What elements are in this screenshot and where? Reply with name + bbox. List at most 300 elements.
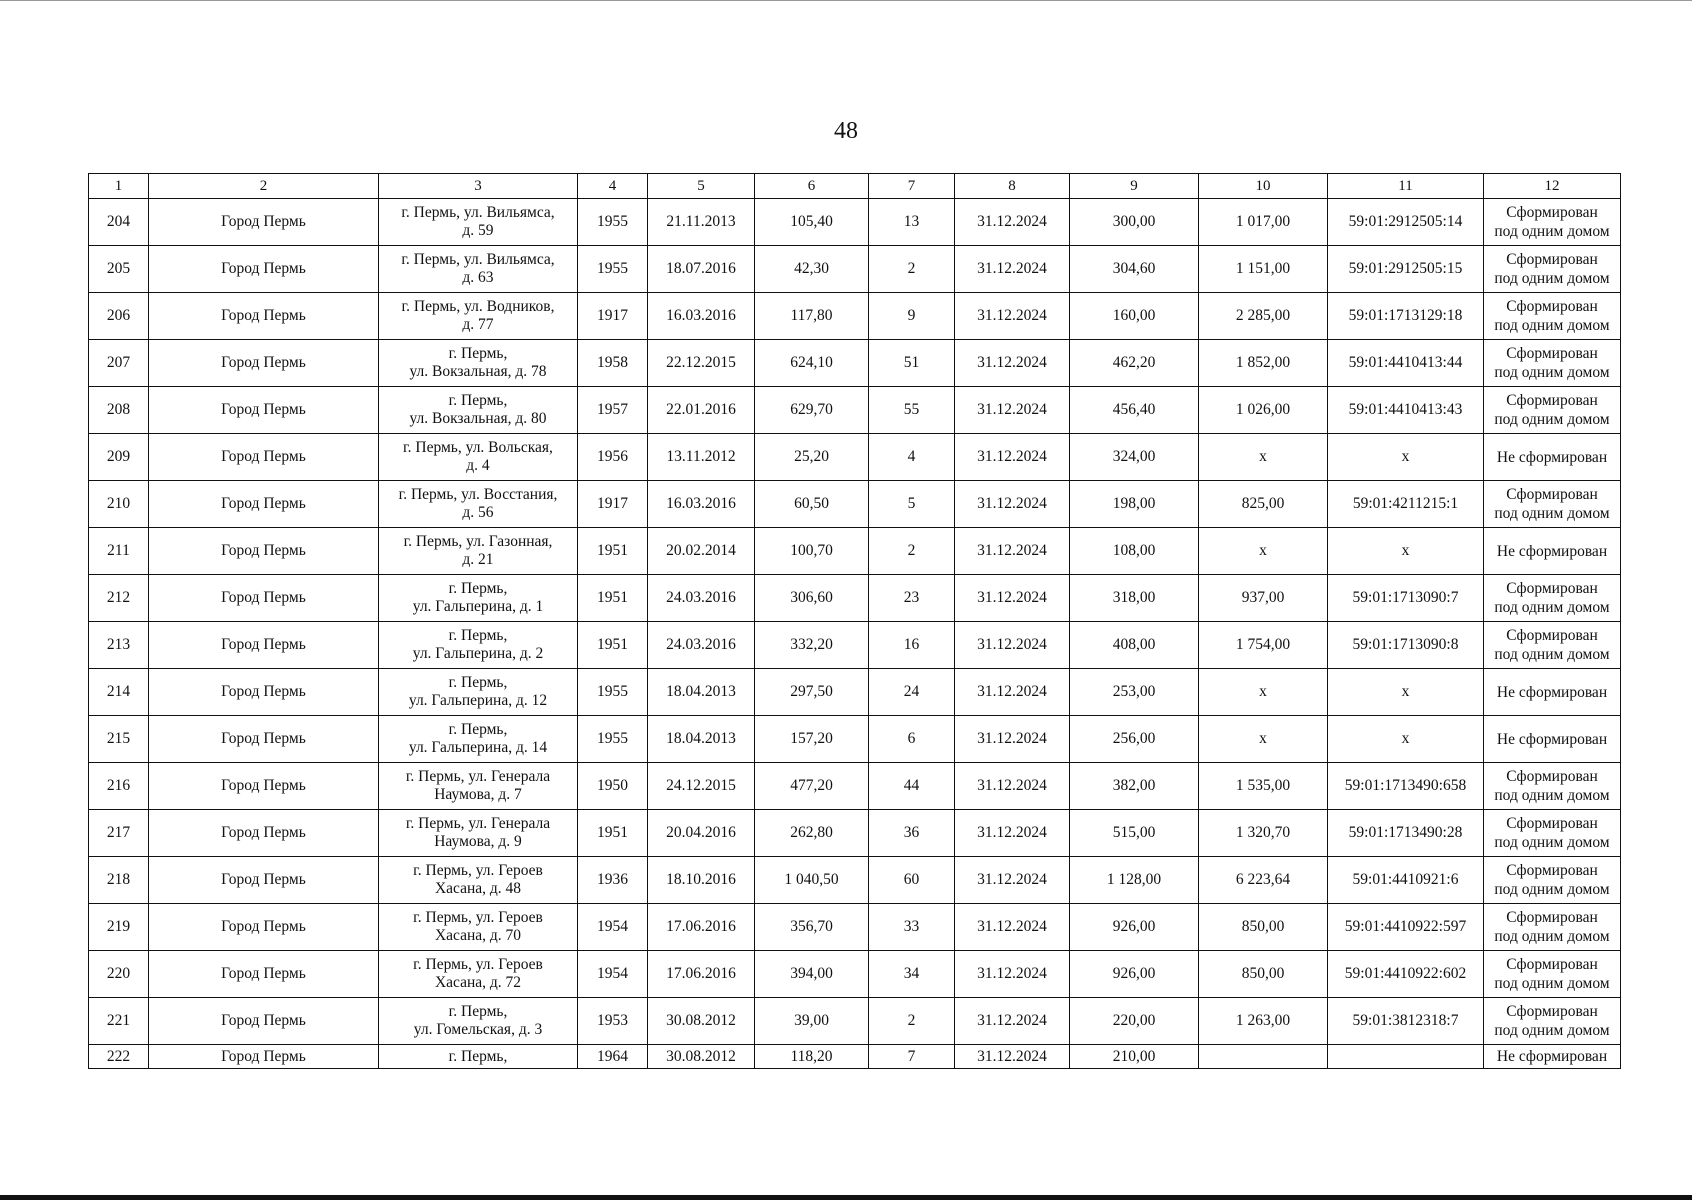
table-row (89, 763, 1621, 810)
residents (869, 246, 955, 293)
municipality (149, 857, 379, 904)
build-year (578, 669, 648, 716)
row-number-text: 215 (106, 730, 131, 747)
col9-value-text: 304,60 (1112, 260, 1156, 277)
residents-text: 23 (903, 589, 920, 606)
col10-value (1199, 716, 1328, 763)
land-status-text: Не сформирован (1496, 448, 1608, 466)
cadastral-number (1328, 763, 1484, 810)
resettlement-deadline-text: 31.12.2024 (977, 307, 1047, 324)
build-year (578, 528, 648, 575)
land-status (1484, 293, 1621, 340)
area-text: 100,70 (790, 542, 833, 559)
column-header: 6 (755, 174, 869, 199)
emergency-date-text: 18.04.2013 (666, 730, 736, 747)
land-status-text: Сформирован (1506, 909, 1598, 926)
cadastral-number-text: 59:01:2912505:14 (1348, 213, 1463, 230)
emergency-date (648, 246, 755, 293)
col9-value-text: 462,20 (1112, 354, 1156, 371)
col9-value (1070, 763, 1199, 810)
land-status (1484, 857, 1621, 904)
area-text: 629,70 (790, 401, 833, 418)
area-text: 394,00 (790, 965, 833, 982)
table-row (89, 481, 1621, 528)
emergency-date-text: 18.07.2016 (666, 260, 736, 277)
emergency-date-text: 18.04.2013 (666, 683, 736, 700)
residents (869, 575, 955, 622)
land-status-text: Не сформирован (1496, 683, 1608, 701)
address-text: г. Пермь, ул. Вольская, (403, 439, 553, 456)
resettlement-deadline-text: 31.12.2024 (977, 448, 1047, 465)
area (755, 669, 869, 716)
area-text: 60,50 (794, 495, 829, 512)
area (755, 528, 869, 575)
area (755, 246, 869, 293)
col10-value-text: 1 017,00 (1235, 213, 1291, 230)
address-text: г. Пермь, ул. Восстания, (398, 486, 558, 503)
row-number (89, 481, 149, 528)
municipality-text: Город Пермь (221, 871, 306, 888)
cadastral-number-text: x (1401, 542, 1410, 559)
address (379, 951, 578, 998)
resettlement-deadline (955, 763, 1070, 810)
cadastral-number (1328, 857, 1484, 904)
build-year (578, 622, 648, 669)
address (379, 434, 578, 481)
residents (869, 293, 955, 340)
emergency-date-text: 24.12.2015 (666, 777, 736, 794)
resettlement-deadline-text: 31.12.2024 (977, 683, 1047, 700)
resettlement-deadline (955, 998, 1070, 1045)
table-row (89, 998, 1621, 1045)
residents-text: 2 (907, 542, 916, 559)
col9-value (1070, 669, 1199, 716)
resettlement-deadline-text: 31.12.2024 (977, 542, 1047, 559)
build-year-text: 1917 (597, 495, 628, 512)
col9-value (1070, 951, 1199, 998)
table-body (89, 199, 1621, 1069)
build-year-text: 1953 (597, 1012, 628, 1029)
municipality (149, 1045, 379, 1069)
land-status (1484, 904, 1621, 951)
area (755, 904, 869, 951)
land-status (1484, 622, 1621, 669)
address-text: г. Пермь, ул. Вильямса, (401, 251, 555, 268)
col10-value-text: 850,00 (1241, 918, 1285, 935)
residents (869, 387, 955, 434)
col10-value (1199, 998, 1328, 1045)
residents-text: 33 (903, 918, 920, 935)
build-year-text: 1936 (597, 871, 628, 888)
emergency-date (648, 716, 755, 763)
land-status-text: под одним домом (1494, 928, 1610, 945)
land-status-text: Сформирован (1506, 627, 1598, 644)
address-text: д. 56 (462, 504, 494, 521)
col10-value (1199, 434, 1328, 481)
address (379, 481, 578, 528)
address-text: г. Пермь, (448, 627, 508, 644)
land-status-text: Сформирован (1506, 768, 1598, 785)
col9-value-text: 926,00 (1112, 918, 1156, 935)
cadastral-number-text: 59:01:1713490:658 (1344, 777, 1467, 794)
municipality (149, 434, 379, 481)
table-row (89, 340, 1621, 387)
resettlement-deadline-text: 31.12.2024 (977, 213, 1047, 230)
table-row (89, 528, 1621, 575)
address-text: г. Пермь, (448, 1003, 508, 1020)
cadastral-number (1328, 340, 1484, 387)
address-text: г. Пермь, (448, 580, 508, 597)
land-status-text: под одним домом (1494, 270, 1610, 287)
cadastral-number (1328, 434, 1484, 481)
cadastral-number (1328, 481, 1484, 528)
residents (869, 434, 955, 481)
build-year (578, 951, 648, 998)
cadastral-number (1328, 1045, 1484, 1069)
land-status-text: под одним домом (1494, 505, 1610, 522)
residents-text: 6 (907, 730, 916, 747)
land-status-text: под одним домом (1494, 881, 1610, 898)
cadastral-number-text: 59:01:1713129:18 (1348, 307, 1463, 324)
address-text: г. Пермь, ул. Генерала (405, 768, 551, 785)
address (379, 998, 578, 1045)
row-number-text: 217 (106, 824, 131, 841)
col10-value (1199, 1045, 1328, 1069)
emergency-date-text: 22.12.2015 (666, 354, 736, 371)
municipality-text: Город Пермь (221, 824, 306, 841)
emergency-date-text: 18.10.2016 (666, 871, 736, 888)
address-text: г. Пермь, ул. Вильямса, (401, 204, 555, 221)
col9-value-text: 1 128,00 (1106, 871, 1162, 888)
address-text: г. Пермь, (448, 1047, 508, 1065)
land-status-text: Сформирован (1506, 204, 1598, 221)
resettlement-deadline-text: 31.12.2024 (977, 589, 1047, 606)
address-text: г. Пермь, ул. Героев (413, 956, 543, 973)
col10-value-text: 1 263,00 (1235, 1012, 1291, 1029)
residents (869, 669, 955, 716)
land-status (1484, 998, 1621, 1045)
table-row (89, 716, 1621, 763)
emergency-date (648, 1045, 755, 1069)
land-status (1484, 387, 1621, 434)
table-row (89, 857, 1621, 904)
emergency-date (648, 387, 755, 434)
area (755, 199, 869, 246)
address-text: д. 77 (462, 316, 494, 333)
emergency-date-text: 24.03.2016 (666, 636, 736, 653)
residents-text: 16 (903, 636, 920, 653)
build-year-text: 1958 (597, 354, 628, 371)
area-text: 624,10 (790, 354, 833, 371)
area-text: 1 040,50 (784, 871, 839, 888)
municipality (149, 716, 379, 763)
col10-value (1199, 199, 1328, 246)
build-year-text: 1955 (597, 260, 628, 277)
land-status-text: Сформирован (1506, 580, 1598, 597)
column-header: 5 (648, 174, 755, 199)
resettlement-deadline (955, 434, 1070, 481)
table-row (89, 622, 1621, 669)
build-year (578, 387, 648, 434)
land-status-text: под одним домом (1494, 364, 1610, 381)
build-year (578, 575, 648, 622)
land-status (1484, 340, 1621, 387)
row-number-text: 204 (106, 213, 131, 230)
land-status-text: под одним домом (1494, 1022, 1610, 1039)
cadastral-number (1328, 622, 1484, 669)
col9-value-text: 324,00 (1112, 448, 1156, 465)
address (379, 763, 578, 810)
area-text: 157,20 (790, 730, 833, 747)
residents (869, 528, 955, 575)
land-status-text: Сформирован (1506, 862, 1598, 879)
col9-value-text: 256,00 (1112, 730, 1156, 747)
col10-value (1199, 575, 1328, 622)
column-header: 12 (1484, 174, 1621, 199)
build-year-text: 1964 (597, 1047, 628, 1065)
column-header: 11 (1328, 174, 1484, 199)
emergency-date (648, 434, 755, 481)
resettlement-deadline-text: 31.12.2024 (977, 871, 1047, 888)
area-text: 117,80 (790, 307, 833, 324)
municipality (149, 199, 379, 246)
residents-text: 9 (907, 307, 916, 324)
cadastral-number (1328, 199, 1484, 246)
column-header: 8 (955, 174, 1070, 199)
resettlement-deadline (955, 810, 1070, 857)
municipality (149, 763, 379, 810)
col10-value-text: 1 852,00 (1235, 354, 1291, 371)
resettlement-deadline-text: 31.12.2024 (977, 354, 1047, 371)
residents-text: 2 (907, 260, 916, 277)
cadastral-number (1328, 904, 1484, 951)
resettlement-deadline (955, 528, 1070, 575)
col9-value-text: 300,00 (1112, 213, 1156, 230)
row-number-text: 216 (106, 777, 131, 794)
area-text: 306,60 (790, 589, 833, 606)
municipality-text: Город Пермь (221, 495, 306, 512)
table-row (89, 575, 1621, 622)
col10-value-text: 1 026,00 (1235, 401, 1291, 418)
residents-text: 7 (907, 1047, 916, 1065)
row-number-text: 210 (106, 495, 131, 512)
emergency-date-text: 13.11.2012 (666, 448, 736, 465)
table-row (89, 199, 1621, 246)
col10-value (1199, 387, 1328, 434)
municipality-text: Город Пермь (221, 1047, 306, 1065)
row-number-text: 206 (106, 307, 131, 324)
build-year (578, 434, 648, 481)
land-status-text: Не сформирован (1496, 1048, 1608, 1065)
municipality-text: Город Пермь (221, 213, 306, 230)
land-status (1484, 575, 1621, 622)
residents (869, 622, 955, 669)
row-number (89, 434, 149, 481)
residents-text: 51 (903, 354, 920, 371)
municipality (149, 669, 379, 716)
area-text: 477,20 (790, 777, 833, 794)
column-number-row (89, 174, 1621, 199)
col9-value-text: 198,00 (1112, 495, 1156, 512)
municipality (149, 528, 379, 575)
resettlement-deadline (955, 340, 1070, 387)
build-year-text: 1955 (597, 683, 628, 700)
build-year-text: 1950 (597, 777, 628, 794)
cadastral-number (1328, 246, 1484, 293)
area (755, 763, 869, 810)
address-text: г. Пермь, ул. Генерала (405, 815, 551, 832)
municipality (149, 481, 379, 528)
row-number (89, 998, 149, 1045)
table-row (89, 669, 1621, 716)
row-number (89, 857, 149, 904)
row-number (89, 622, 149, 669)
cadastral-number (1328, 716, 1484, 763)
address (379, 669, 578, 716)
area (755, 810, 869, 857)
build-year (578, 904, 648, 951)
address-text: ул. Гальперина, д. 2 (412, 645, 544, 662)
col9-value (1070, 998, 1199, 1045)
residents (869, 716, 955, 763)
residents (869, 199, 955, 246)
address (379, 528, 578, 575)
land-status-text: Сформирован (1506, 486, 1598, 503)
resettlement-deadline-text: 31.12.2024 (977, 918, 1047, 935)
cadastral-number (1328, 528, 1484, 575)
row-number (89, 246, 149, 293)
table-row (89, 387, 1621, 434)
address-text: д. 4 (466, 457, 490, 474)
col10-value (1199, 669, 1328, 716)
emergency-date (648, 340, 755, 387)
address-text: Наумова, д. 7 (434, 786, 522, 803)
resettlement-deadline (955, 904, 1070, 951)
row-number (89, 904, 149, 951)
municipality (149, 810, 379, 857)
land-status-text: под одним домом (1494, 975, 1610, 992)
area-text: 25,20 (794, 448, 829, 465)
col9-value (1070, 857, 1199, 904)
land-status-text: Сформирован (1506, 1003, 1598, 1020)
emergency-date-text: 20.02.2014 (666, 542, 736, 559)
address-text: г. Пермь, ул. Газонная, (403, 533, 553, 550)
col10-value (1199, 763, 1328, 810)
row-number (89, 951, 149, 998)
col9-value (1070, 387, 1199, 434)
emergency-date (648, 199, 755, 246)
emergency-date-text: 16.03.2016 (666, 495, 736, 512)
resettlement-deadline-text: 31.12.2024 (977, 495, 1047, 512)
cadastral-number (1328, 669, 1484, 716)
build-year (578, 199, 648, 246)
resettlement-deadline-text: 31.12.2024 (977, 1047, 1047, 1065)
area (755, 340, 869, 387)
municipality (149, 998, 379, 1045)
land-status (1484, 246, 1621, 293)
row-number-text: 214 (106, 683, 131, 700)
col10-value-text: x (1259, 730, 1267, 747)
row-number-text: 218 (106, 871, 131, 888)
emergency-date (648, 575, 755, 622)
col10-value (1199, 622, 1328, 669)
residents (869, 1045, 955, 1069)
row-number (89, 716, 149, 763)
col10-value (1199, 810, 1328, 857)
build-year-text: 1957 (597, 401, 628, 418)
col9-value (1070, 716, 1199, 763)
area (755, 1045, 869, 1069)
row-number (89, 1045, 149, 1069)
residents-text: 2 (907, 1012, 916, 1029)
build-year (578, 340, 648, 387)
land-status (1484, 528, 1621, 575)
col10-value-text: 850,00 (1241, 965, 1285, 982)
emergency-date-text: 30.08.2012 (666, 1047, 736, 1065)
land-status (1484, 810, 1621, 857)
cadastral-number-text: 59:01:1713090:8 (1352, 636, 1459, 653)
municipality-text: Город Пермь (221, 401, 306, 418)
municipality (149, 904, 379, 951)
col9-value-text: 515,00 (1112, 824, 1156, 841)
emergency-date (648, 293, 755, 340)
address (379, 810, 578, 857)
build-year (578, 293, 648, 340)
address-text: Хасана, д. 70 (434, 927, 522, 944)
cadastral-number-text: x (1401, 448, 1410, 465)
resettlement-deadline (955, 293, 1070, 340)
row-number-text: 222 (106, 1047, 131, 1065)
address (379, 904, 578, 951)
address-text: г. Пермь, ул. Героев (413, 909, 543, 926)
cadastral-number-text: x (1401, 683, 1410, 700)
address-text: г. Пермь, ул. Водников, (401, 298, 555, 315)
row-number (89, 763, 149, 810)
land-status (1484, 199, 1621, 246)
col10-value (1199, 481, 1328, 528)
row-number (89, 669, 149, 716)
row-number (89, 810, 149, 857)
row-number (89, 293, 149, 340)
col9-value-text: 210,00 (1112, 1047, 1156, 1065)
col9-value-text: 456,40 (1112, 401, 1156, 418)
col10-value-text: x (1259, 542, 1267, 559)
land-status-text: под одним домом (1494, 599, 1610, 616)
column-header: 9 (1070, 174, 1199, 199)
address-text: г. Пермь, (448, 674, 508, 691)
land-status-text: Не сформирован (1496, 542, 1608, 560)
col9-value-text: 318,00 (1112, 589, 1156, 606)
residents-text: 34 (903, 965, 920, 982)
col10-value-text: 937,00 (1241, 589, 1285, 606)
municipality (149, 951, 379, 998)
area (755, 387, 869, 434)
row-number (89, 340, 149, 387)
col9-value (1070, 246, 1199, 293)
resettlement-deadline (955, 1045, 1070, 1069)
row-number-text: 220 (106, 965, 131, 982)
build-year (578, 1045, 648, 1069)
area-text: 118,20 (790, 1047, 833, 1065)
scan-top-edge (0, 0, 1692, 1)
area-text: 332,20 (790, 636, 833, 653)
resettlement-deadline (955, 857, 1070, 904)
resettlement-deadline (955, 669, 1070, 716)
build-year-text: 1955 (597, 213, 628, 230)
cadastral-number-text: x (1401, 730, 1410, 747)
land-status-text: Сформирован (1506, 815, 1598, 832)
col9-value-text: 408,00 (1112, 636, 1156, 653)
